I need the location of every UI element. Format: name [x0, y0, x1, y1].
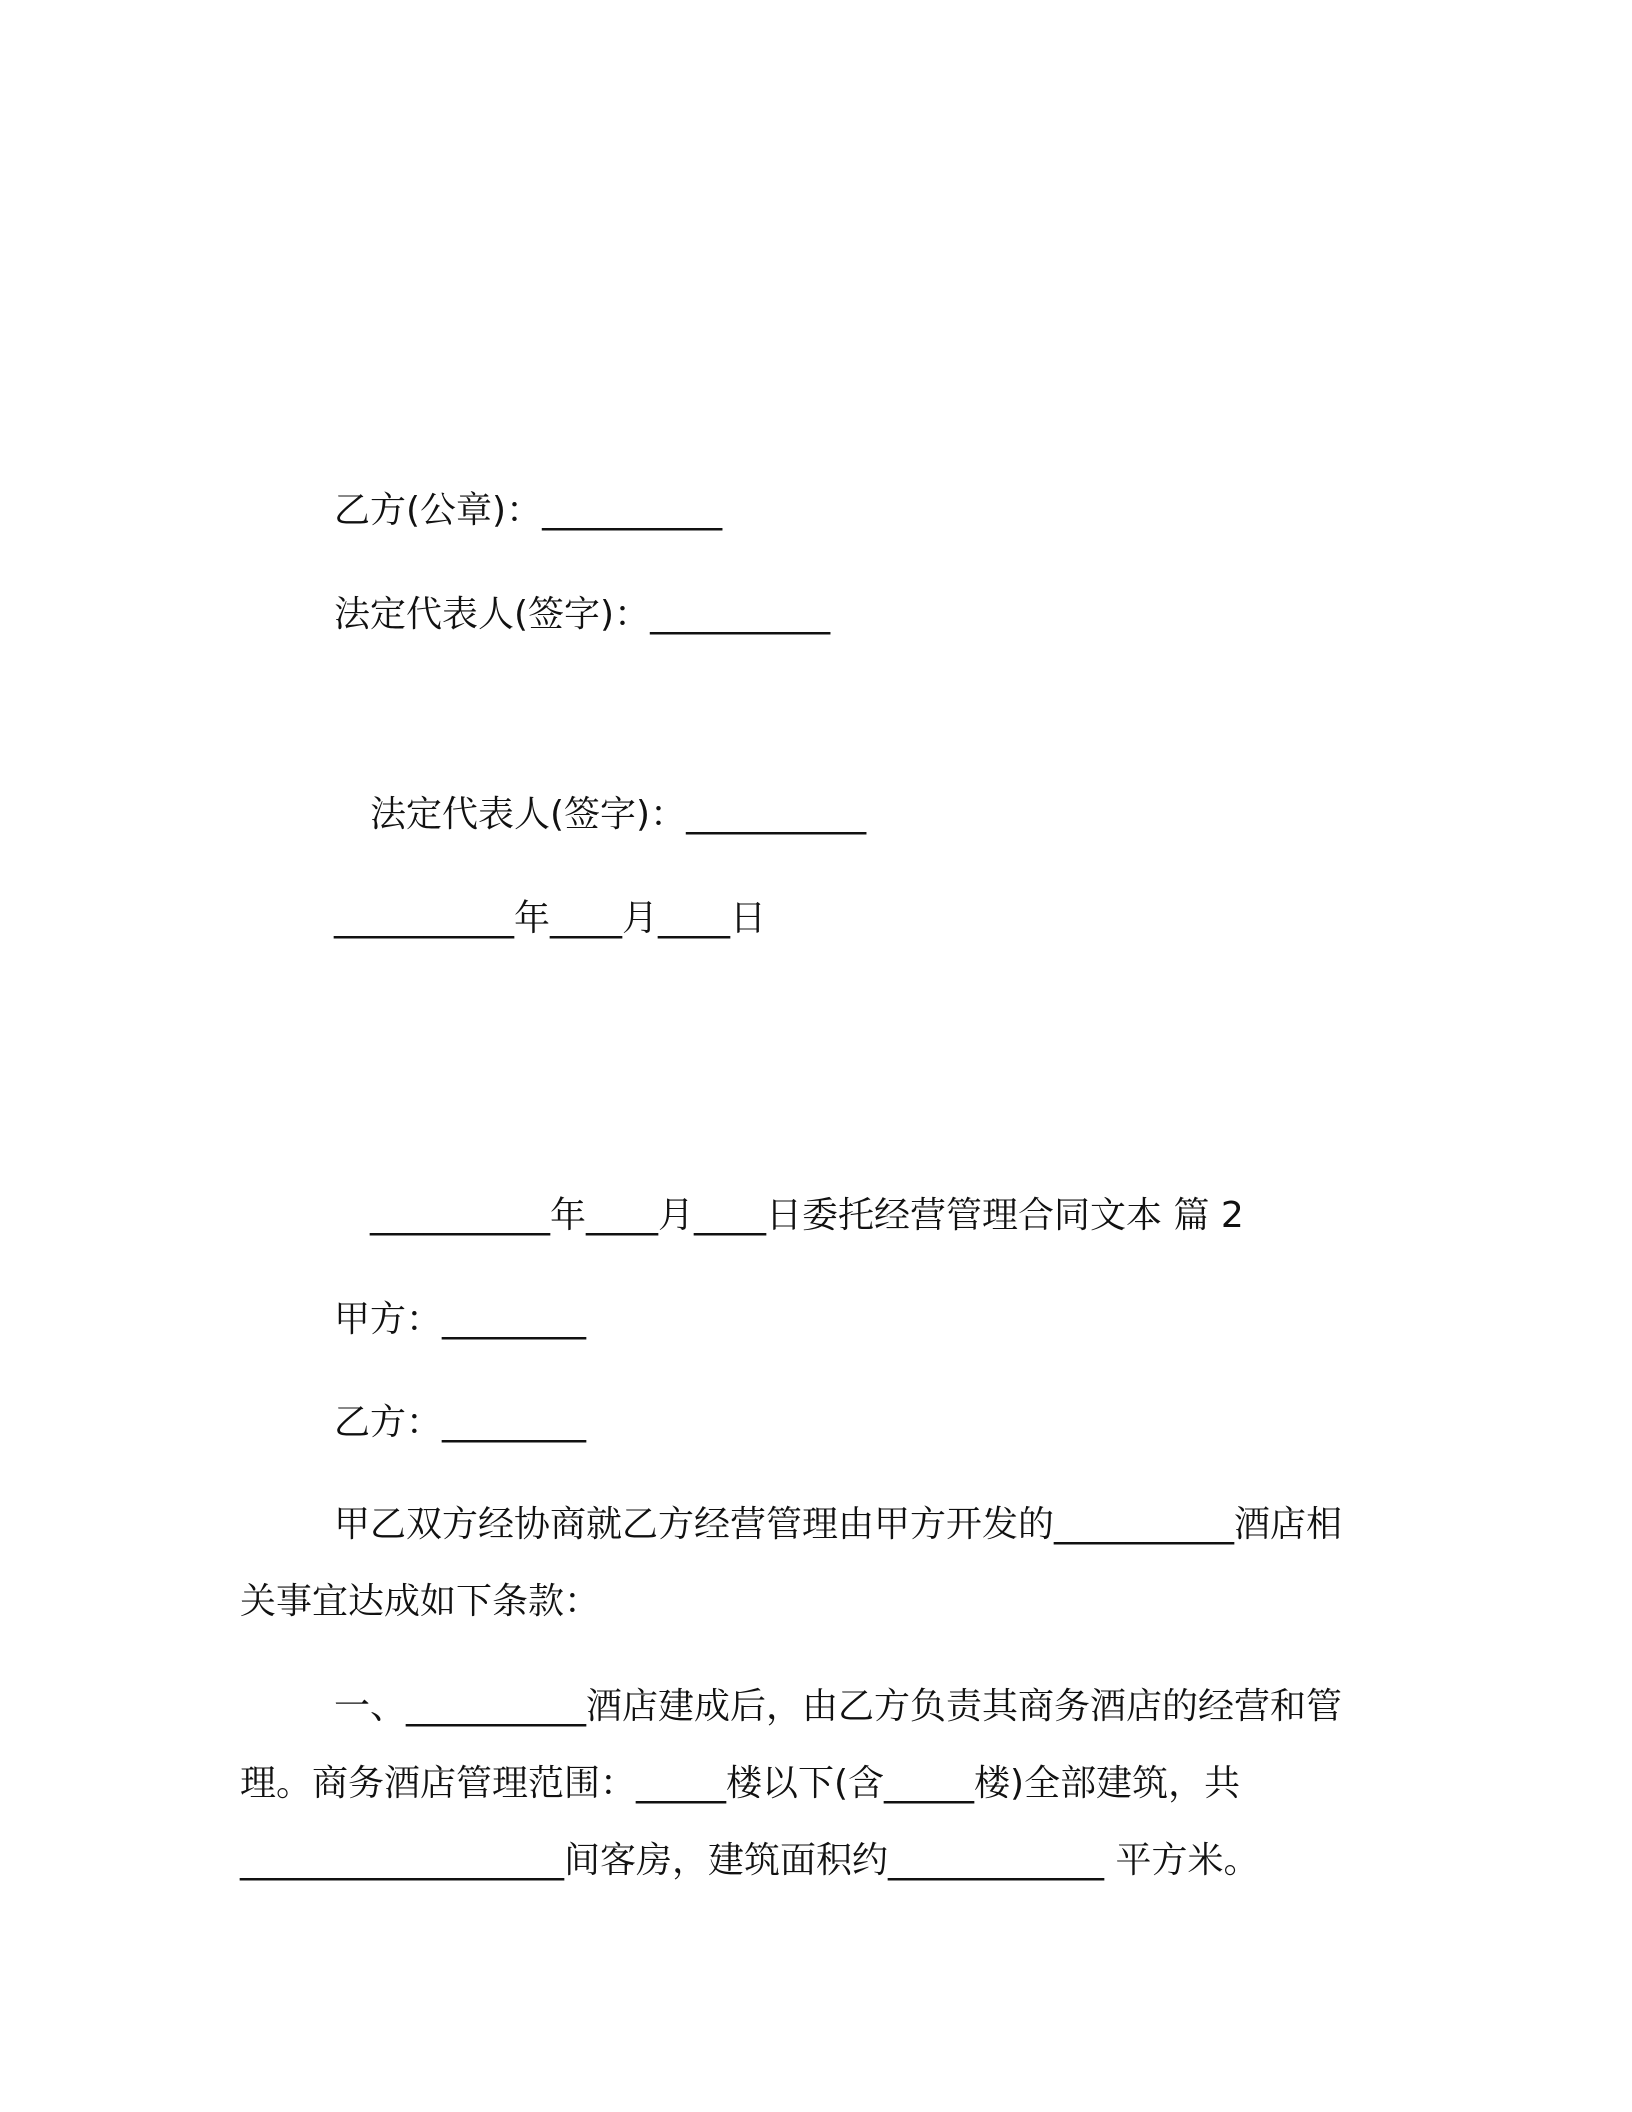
legal-representative-signature-line: 法定代表人(签字)：__________: [334, 594, 831, 635]
party-b-line: 乙方：________: [334, 1402, 587, 1443]
date-line: __________年____月____日: [334, 898, 766, 939]
clause-1-line-2: 理。商务酒店管理范围：_____楼以下(含_____楼)全部建筑，共: [240, 1763, 1241, 1804]
party-a-line: 甲方：________: [334, 1299, 587, 1340]
legal-representative-signature-line-2: 法定代表人(签字)：__________: [370, 794, 867, 835]
paragraph-intro-line-1: 甲乙双方经协商就乙方经营管理由甲方开发的__________酒店相: [334, 1504, 1343, 1545]
section-title: __________年____月____日委托经营管理合同文本 篇 2: [370, 1195, 1244, 1236]
clause-1-line-1: 一、__________酒店建成后，由乙方负责其商务酒店的经营和管: [334, 1686, 1343, 1727]
clause-1-line-3: __________________间客房，建筑面积约____________ 平方米。: [240, 1840, 1260, 1881]
paragraph-intro-line-2: 关事宜达成如下条款：: [240, 1581, 601, 1622]
party-b-seal-line: 乙方(公章)：__________: [334, 490, 723, 531]
